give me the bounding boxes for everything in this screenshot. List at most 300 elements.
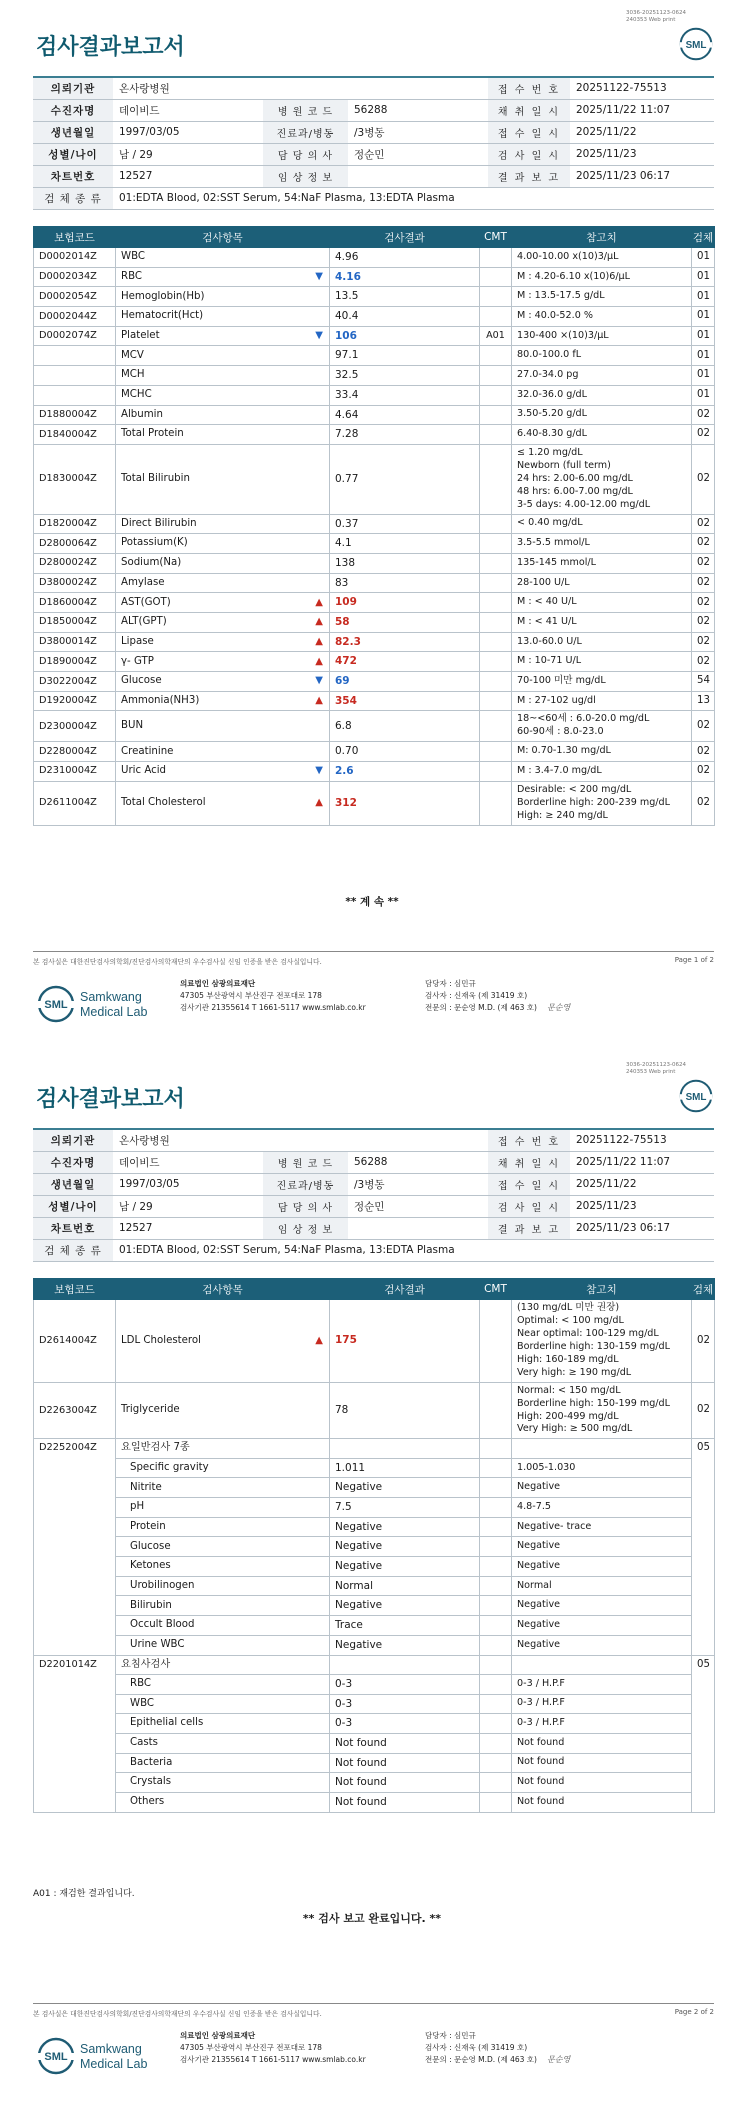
- reference-line: 24 hrs: 2.00-6.00 mg/dL: [517, 472, 633, 484]
- svg-text:SML: SML: [44, 999, 68, 1011]
- result-row: [34, 691, 715, 711]
- panel-sub-row: [34, 1733, 715, 1753]
- test-result: 138: [330, 553, 480, 573]
- specialist-line: [425, 2054, 570, 2067]
- print-stamp-line: 3036-20251123-0624: [626, 10, 686, 16]
- specialist-text: 전문의 : 문순영 M.D. (제 463 호): [425, 1003, 537, 1012]
- test-item-name: Uric Acid: [121, 765, 167, 777]
- test-item-name: Total Protein: [121, 428, 184, 440]
- test-result: 58: [330, 613, 480, 633]
- reference-range: [512, 1382, 692, 1439]
- reference-range: [512, 346, 692, 366]
- received-no-label: 접 수 번 호: [488, 77, 570, 99]
- test-date-value: 2025/11/23: [570, 143, 714, 165]
- lab-address-block: [180, 2030, 366, 2066]
- comment-code: [480, 346, 512, 366]
- reference-line: 130-400 ×(10)3/μL: [517, 329, 609, 341]
- dept-label: 진료과/병동: [263, 1173, 348, 1195]
- reference-range: [512, 632, 692, 652]
- patient-info-table: [33, 76, 714, 210]
- svg-text:Medical Lab: Medical Lab: [80, 1005, 148, 1019]
- collected-label: 채 취 일 시: [488, 1151, 570, 1173]
- comment-code: [480, 632, 512, 652]
- result-row: [34, 425, 715, 445]
- test-item-name: RBC: [121, 270, 143, 282]
- sub-reference: Not found: [512, 1792, 692, 1812]
- comment-code: [480, 1694, 512, 1714]
- test-item-name: LDL Cholesterol: [121, 1334, 201, 1346]
- sub-test-item: Others: [116, 1792, 330, 1812]
- test-result: 0.37: [330, 514, 480, 534]
- test-result: 472: [330, 652, 480, 672]
- insurance-code: D2201014Z: [34, 1655, 116, 1812]
- sub-reference: 4.8-7.5: [512, 1498, 692, 1518]
- test-item: [116, 762, 330, 782]
- high-flag-icon: ▲: [315, 655, 323, 667]
- result-row: [34, 573, 715, 593]
- specimen-code: 05: [692, 1655, 715, 1812]
- test-result: 78: [330, 1382, 480, 1439]
- test-item: [116, 514, 330, 534]
- sub-test-item: Ketones: [116, 1557, 330, 1577]
- reference-line: High: 200-499 mg/dL: [517, 1410, 619, 1422]
- test-item-name: WBC: [121, 251, 145, 263]
- sub-test-item: Bilirubin: [116, 1596, 330, 1616]
- test-item: [116, 425, 330, 445]
- page-number: Page 2 of 2: [674, 2008, 714, 2016]
- comment-code: [480, 1576, 512, 1596]
- svg-text:Samkwang: Samkwang: [80, 2042, 142, 2056]
- sub-test-result: 1.011: [330, 1458, 480, 1478]
- col-header-result: 검사결과: [330, 227, 480, 248]
- result-row: [34, 287, 715, 307]
- test-item: [116, 672, 330, 692]
- result-row: [34, 385, 715, 405]
- reference-line: Borderline high: 130-159 mg/dL: [517, 1340, 670, 1352]
- test-result: 13.5: [330, 287, 480, 307]
- comment-code: [480, 307, 512, 327]
- comment-code: [480, 1517, 512, 1537]
- birth-label: 생년월일: [33, 1173, 113, 1195]
- reference-range: [512, 553, 692, 573]
- result-row: [34, 632, 715, 652]
- empty-cell: [330, 1439, 480, 1458]
- test-item-name: ALT(GPT): [121, 616, 167, 628]
- comment-code: [480, 1300, 512, 1383]
- sub-reference: 0-3 / H.P.F: [512, 1714, 692, 1734]
- reference-line: 48 hrs: 6.00-7.00 mg/dL: [517, 485, 633, 497]
- test-item-name: Hemoglobin(Hb): [121, 290, 205, 302]
- received-no-label: 접 수 번 호: [488, 1129, 570, 1151]
- empty-cell: [512, 1655, 692, 1674]
- high-flag-icon: ▲: [315, 1334, 323, 1346]
- patient-label: 수진자명: [33, 1151, 113, 1173]
- comment-code: [480, 672, 512, 692]
- sub-reference: Negative: [512, 1635, 692, 1655]
- footer-divider: [33, 951, 714, 952]
- manager-line: 담당자 : 심민규: [425, 2031, 476, 2040]
- specimen-code: 01: [692, 326, 715, 346]
- specimen-code: 13: [692, 691, 715, 711]
- test-item: [116, 307, 330, 327]
- test-result: 6.8: [330, 711, 480, 742]
- test-item: [116, 742, 330, 762]
- comment-code: [480, 1792, 512, 1812]
- hospital-code-label: 병 원 코 드: [263, 99, 348, 121]
- lab-address: 47305 부산광역시 부산진구 전포대로 178: [180, 991, 322, 1000]
- reference-line: 70-100 미만 mg/dL: [517, 674, 606, 686]
- test-result: 83: [330, 573, 480, 593]
- collected-value: 2025/11/22 11:07: [570, 99, 714, 121]
- test-item: [116, 405, 330, 425]
- result-row: [34, 534, 715, 554]
- reference-line: Borderline high: 200-239 mg/dL: [517, 796, 670, 808]
- sub-reference: Not found: [512, 1753, 692, 1773]
- result-row: [34, 1300, 715, 1383]
- comment-code: [480, 1773, 512, 1793]
- received-date-value: 2025/11/22: [570, 121, 714, 143]
- sub-test-item: Casts: [116, 1733, 330, 1753]
- signature-block: [425, 2030, 570, 2067]
- specimen-code: 02: [692, 742, 715, 762]
- result-row: [34, 248, 715, 268]
- panel-sub-row: [34, 1674, 715, 1694]
- reference-line: 3.5-5.5 mmol/L: [517, 537, 590, 549]
- requester-label: 의뢰기관: [33, 1129, 113, 1151]
- test-item-name: Sodium(Na): [121, 557, 182, 569]
- doctor-label: 담 당 의 사: [263, 143, 348, 165]
- comment-code: [480, 1674, 512, 1694]
- test-item: [116, 1300, 330, 1383]
- comment-code: [480, 1753, 512, 1773]
- reference-range: [512, 711, 692, 742]
- panel-sub-row: [34, 1517, 715, 1537]
- test-result: 4.96: [330, 248, 480, 268]
- insurance-code: D1820004Z: [34, 514, 116, 534]
- col-header-result: 검사결과: [330, 1279, 480, 1300]
- reference-line: 80.0-100.0 fL: [517, 349, 582, 361]
- requester-value: 온사랑병원: [113, 1129, 488, 1151]
- test-item-name: MCHC: [121, 389, 152, 401]
- sub-reference: Not found: [512, 1773, 692, 1793]
- insurance-code: D2252004Z: [34, 1439, 116, 1655]
- comment-code: [480, 1458, 512, 1478]
- result-row: [34, 366, 715, 386]
- panel-header-row: [34, 1439, 715, 1458]
- reference-range: [512, 326, 692, 346]
- col-header-cmt: CMT: [480, 227, 512, 248]
- test-item-name: MCV: [121, 349, 144, 361]
- test-item-name: Direct Bilirubin: [121, 517, 197, 529]
- sub-test-result: 0-3: [330, 1694, 480, 1714]
- panel-sub-row: [34, 1596, 715, 1616]
- insurance-code: D2300004Z: [34, 711, 116, 742]
- sub-reference: 1.005-1.030: [512, 1458, 692, 1478]
- report-complete-note: ** 검사 보고 완료입니다. **: [302, 1912, 442, 1925]
- reference-line: Very High: ≥ 500 mg/dL: [517, 1423, 633, 1435]
- specimen-code: 54: [692, 672, 715, 692]
- specimen-code: 02: [692, 711, 715, 742]
- test-item: [116, 385, 330, 405]
- col-header-item: 검사항목: [116, 227, 330, 248]
- comment-code: [480, 781, 512, 825]
- test-item: [116, 781, 330, 825]
- sub-test-item: RBC: [116, 1674, 330, 1694]
- reference-range: [512, 248, 692, 268]
- specimen-value: 01:EDTA Blood, 02:SST Serum, 54:NaF Plasma, 13:EDTA Plasma: [113, 1239, 714, 1261]
- panel-sub-row: [34, 1576, 715, 1596]
- specimen-code: 02: [692, 632, 715, 652]
- insurance-code: D3022004Z: [34, 672, 116, 692]
- birth-value: 1997/03/05: [113, 1173, 263, 1195]
- lab-address-block: [180, 978, 366, 1014]
- tester-line: 검사자 : 신재욱 (제 31419 호): [425, 2043, 528, 2052]
- specimen-code: 02: [692, 573, 715, 593]
- test-item-name: Ammonia(NH3): [121, 694, 200, 706]
- comment-code: [480, 1714, 512, 1734]
- specimen-code: 01: [692, 346, 715, 366]
- specimen-code: 01: [692, 287, 715, 307]
- insurance-code: D1920004Z: [34, 691, 116, 711]
- insurance-code: D2263004Z: [34, 1382, 116, 1439]
- test-result: 4.64: [330, 405, 480, 425]
- result-row: [34, 781, 715, 825]
- specimen-code: 02: [692, 553, 715, 573]
- comment-code: A01: [480, 326, 512, 346]
- test-item: [116, 444, 330, 514]
- results-table-page-2: [33, 1278, 715, 1813]
- comment-code: [480, 1537, 512, 1557]
- reference-line: < 0.40 mg/dL: [517, 517, 583, 529]
- svg-text:SML: SML: [44, 2051, 68, 2063]
- sub-reference: Negative: [512, 1478, 692, 1498]
- dept-value: /3병동: [348, 121, 488, 143]
- comment-code: [480, 691, 512, 711]
- insurance-code: D3800024Z: [34, 573, 116, 593]
- test-item: [116, 267, 330, 287]
- comment-code: [480, 1382, 512, 1439]
- panel-sub-row: [34, 1557, 715, 1577]
- reference-range: [512, 762, 692, 782]
- test-item-name: γ- GTP: [121, 655, 154, 667]
- chart-label: 차트번호: [33, 165, 113, 187]
- comment-code: [480, 405, 512, 425]
- comment-code: [480, 514, 512, 534]
- test-item: [116, 326, 330, 346]
- reference-line: Normal: < 150 mg/dL: [517, 1384, 621, 1396]
- test-result: 0.70: [330, 742, 480, 762]
- sub-reference: Negative: [512, 1557, 692, 1577]
- dept-value: /3병동: [348, 1173, 488, 1195]
- signature: 문순영: [546, 2055, 571, 2064]
- panel-sub-row: [34, 1478, 715, 1498]
- low-flag-icon: ▼: [315, 330, 323, 342]
- sex-age-value: 남 / 29: [113, 143, 263, 165]
- reference-range: [512, 514, 692, 534]
- specimen-code: 02: [692, 613, 715, 633]
- high-flag-icon: ▲: [315, 797, 323, 809]
- result-row: [34, 553, 715, 573]
- report-label: 결 과 보 고: [488, 165, 570, 187]
- test-item-name: AST(GOT): [121, 596, 171, 608]
- col-header-code: 보험코드: [34, 1279, 116, 1300]
- sub-test-result: Normal: [330, 1576, 480, 1596]
- sub-test-item: Glucose: [116, 1537, 330, 1557]
- empty-cell: [330, 1655, 480, 1674]
- sub-test-result: Negative: [330, 1478, 480, 1498]
- test-result: 2.6: [330, 762, 480, 782]
- sex-age-label: 성별/나이: [33, 143, 113, 165]
- test-item: [116, 534, 330, 554]
- sub-reference: Negative: [512, 1596, 692, 1616]
- report-label: 결 과 보 고: [488, 1217, 570, 1239]
- reference-line: 27.0-34.0 pg: [517, 369, 579, 380]
- test-item-name: Albumin: [121, 408, 163, 420]
- lab-contact: 검사기관 21355614 T 1661-5117 www.smlab.co.kr: [180, 2055, 366, 2064]
- comment-code: [480, 534, 512, 554]
- result-row: [34, 326, 715, 346]
- result-row: [34, 711, 715, 742]
- panel-sub-row: [34, 1792, 715, 1812]
- reference-line: 13.0-60.0 U/L: [517, 635, 582, 647]
- reference-line: M : < 41 U/L: [517, 615, 577, 627]
- insurance-code: D3800014Z: [34, 632, 116, 652]
- reference-line: M : 4.20-6.10 x(10)6/μL: [517, 270, 630, 282]
- sub-test-item: Epithelial cells: [116, 1714, 330, 1734]
- test-item: [116, 593, 330, 613]
- specimen-code: 02: [692, 781, 715, 825]
- specialist-text: 전문의 : 문순영 M.D. (제 463 호): [425, 2055, 537, 2064]
- test-result: 0.77: [330, 444, 480, 514]
- empty-cell: [480, 1655, 512, 1674]
- insurance-code: D0002014Z: [34, 248, 116, 268]
- sub-test-result: Negative: [330, 1537, 480, 1557]
- panel-sub-row: [34, 1616, 715, 1636]
- test-item-name: Triglyceride: [121, 1404, 180, 1416]
- signature: 문순영: [546, 1003, 571, 1012]
- sub-test-item: pH: [116, 1498, 330, 1518]
- col-header-item: 검사항목: [116, 1279, 330, 1300]
- comment-code: [480, 267, 512, 287]
- low-flag-icon: ▼: [315, 675, 323, 687]
- specimen-code: 01: [692, 307, 715, 327]
- high-flag-icon: ▲: [315, 596, 323, 608]
- specimen-code: 02: [692, 534, 715, 554]
- comment-code: [480, 1478, 512, 1498]
- sub-test-item: Nitrite: [116, 1478, 330, 1498]
- page-title: 검사결과보고서: [36, 1087, 185, 1112]
- report-value: 2025/11/23 06:17: [570, 165, 714, 187]
- sub-test-item: Specific gravity: [116, 1458, 330, 1478]
- test-item-name: MCH: [121, 369, 145, 381]
- print-stamp-line: 3036-20251123-0624: [626, 1062, 686, 1068]
- clinical-label: 임 상 정 보: [263, 1217, 348, 1239]
- hospital-code-label: 병 원 코 드: [263, 1151, 348, 1173]
- reference-line: 135-145 mmol/L: [517, 556, 596, 568]
- specimen-code: 01: [692, 248, 715, 268]
- a01-note: A01 : 재검한 결과입니다.: [33, 1889, 135, 1899]
- panel-sub-row: [34, 1753, 715, 1773]
- reference-range: [512, 385, 692, 405]
- specimen-code: 01: [692, 267, 715, 287]
- insurance-code: D2800024Z: [34, 553, 116, 573]
- reference-range: [512, 425, 692, 445]
- comment-code: [480, 287, 512, 307]
- specimen-code: 02: [692, 444, 715, 514]
- tester-line: 검사자 : 신재욱 (제 31419 호): [425, 991, 528, 1000]
- reference-range: [512, 287, 692, 307]
- insurance-code: D2280004Z: [34, 742, 116, 762]
- insurance-code: [34, 346, 116, 366]
- comment-code: [480, 613, 512, 633]
- comment-code: [480, 711, 512, 742]
- samkwang-logo-icon: [36, 2030, 176, 2082]
- result-row: [34, 346, 715, 366]
- sub-test-result: Not found: [330, 1792, 480, 1812]
- sub-test-item: Protein: [116, 1517, 330, 1537]
- test-item: [116, 652, 330, 672]
- reference-range: [512, 1300, 692, 1383]
- sub-test-item: Bacteria: [116, 1753, 330, 1773]
- result-row: [34, 672, 715, 692]
- insurance-code: [34, 366, 116, 386]
- reference-line: M : < 40 U/L: [517, 596, 577, 608]
- reference-range: [512, 267, 692, 287]
- sub-test-result: Negative: [330, 1557, 480, 1577]
- hospital-code-value: 56288: [348, 1151, 488, 1173]
- specimen-code: 01: [692, 366, 715, 386]
- received-no-value: 20251122-75513: [570, 77, 714, 99]
- sub-reference: Negative: [512, 1537, 692, 1557]
- test-result: 312: [330, 781, 480, 825]
- reference-line: Optimal: < 100 mg/dL: [517, 1314, 624, 1326]
- clinical-value: [348, 1217, 488, 1239]
- reference-range: [512, 366, 692, 386]
- test-item: [116, 691, 330, 711]
- panel-title: 요일반검사 7종: [116, 1439, 330, 1458]
- dept-label: 진료과/병동: [263, 121, 348, 143]
- requester-value: 온사랑병원: [113, 77, 488, 99]
- sub-test-result: Not found: [330, 1753, 480, 1773]
- sub-test-result: Negative: [330, 1517, 480, 1537]
- sub-test-item: Occult Blood: [116, 1616, 330, 1636]
- specimen-code: 02: [692, 405, 715, 425]
- specimen-code: 02: [692, 593, 715, 613]
- specimen-label: 검 체 종 류: [33, 1239, 113, 1261]
- insurance-code: D2611004Z: [34, 781, 116, 825]
- certification-note: 본 검사실은 대한진단검사의학회/진단검사의학재단의 우수검사실 신임 인증을 받은 검사실입니다.: [33, 2010, 322, 2018]
- reference-line: Very high: ≥ 190 mg/dL: [517, 1366, 632, 1378]
- received-date-label: 접 수 일 시: [488, 121, 570, 143]
- reference-range: [512, 534, 692, 554]
- reference-line: M: 0.70-1.30 mg/dL: [517, 745, 611, 757]
- sub-test-result: 7.5: [330, 1498, 480, 1518]
- panel-sub-row: [34, 1714, 715, 1734]
- comment-code: [480, 248, 512, 268]
- test-date-value: 2025/11/23: [570, 1195, 714, 1217]
- low-flag-icon: ▼: [315, 765, 323, 777]
- svg-text:Samkwang: Samkwang: [80, 990, 142, 1004]
- reference-line: 3.50-5.20 g/dL: [517, 408, 587, 420]
- test-item-name: Lipase: [121, 635, 154, 647]
- reference-line: Near optimal: 100-129 mg/dL: [517, 1327, 659, 1339]
- received-date-value: 2025/11/22: [570, 1173, 714, 1195]
- sml-logo-icon: [678, 1078, 714, 1114]
- col-header-cmt: CMT: [480, 1279, 512, 1300]
- result-row: [34, 444, 715, 514]
- birth-value: 1997/03/05: [113, 121, 263, 143]
- result-row: [34, 593, 715, 613]
